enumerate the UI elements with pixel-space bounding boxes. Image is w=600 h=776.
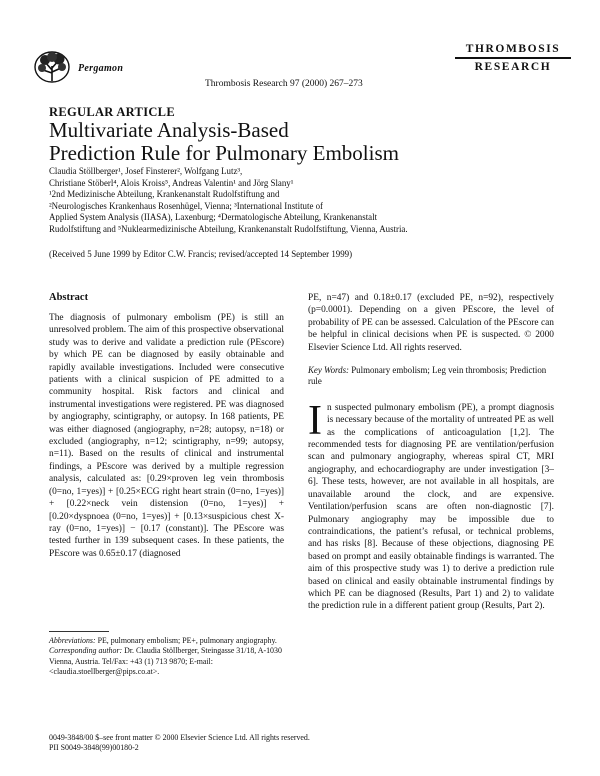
right-column (308, 292, 554, 613)
publisher-tree-logo (30, 48, 76, 88)
affiliation-line: ²Neurologisches Krankenhaus Rosenhügel, Vienna; ³International Institute of (49, 200, 324, 211)
corresponding-author-note (49, 646, 284, 677)
title-line-1: Multivariate Analysis-Based (49, 118, 289, 142)
authors-affiliations (49, 166, 559, 236)
keywords-text: Pulmonary embolism; Leg vein thrombosis; Prediction rule (308, 365, 547, 387)
affiliation-line: Applied System Analysis (IIASA), Laxenburg; ⁴Dermatologische Abteilung, Krankenanstalt (49, 212, 378, 223)
received-dates: (Received 5 June 1999 by Editor C.W. Francis; revised/accepted 14 September 1999) (49, 249, 353, 259)
publisher-name: Pergamon (78, 63, 124, 74)
copyright-footer (49, 733, 310, 754)
drop-cap: I (308, 397, 322, 444)
corresponding-author-label: Corresponding author: (49, 646, 123, 656)
abbreviations-note (49, 636, 284, 646)
keywords-label: Key Words: (308, 365, 350, 376)
title-line-2: Prediction Rule for Pulmonary Embolism (49, 141, 399, 165)
journal-logo (455, 42, 571, 74)
keywords (308, 365, 554, 388)
introduction (308, 397, 555, 613)
abstract-text-right: PE, n=47) and 0.18±0.17 (excluded PE, n=92), respectively (p=0.0001). Depending on a given PEscore, the level of probability of PE can be assessed. Calculation of the PEscore can be helpful in clinical decisions when PE is suspected. © 2000 Elsevier Science Ltd. All rights reserved. (308, 293, 554, 353)
abbreviations-label: Abbreviations: (49, 636, 96, 645)
abstract-text-left: The diagnosis of pulmonary embolism (PE) is still an unresolved problem. The aim of this prospective observational study was to derive and validate a prediction rule (PEscore) by which PE can be diagnosed by easily obtainable and rapidly available investigations. Included were consecutive patients with a clinical suspicion of PE admitted to a community hospital. Risk factors and clinical and instrumental investigations were registered. PE was diagnosed by angiography, scintigraphy, or autopsy. In 168 patients, PE was either diagnosed (angiography, n=28; autopsy, n=18) or excluded (angiography, n=12; scintigraphy, n=99; autopsy, n=11). Based on the results of clinical and instrumental findings, a PEscore was derived by a multiple regression analysis, calculated as: [0.29×proven leg vein thrombosis (0=no, 1=yes)] + [0.25×ECG right heart strain (0=no, 1=yes)] + [0.22×neck vein distension (0=no, 1=yes)] + [0.20×dyspnoea (0=no, 1=yes)] + [0.13×suspicious chest X-ray (0=no, 1=yes)] − [0.17 (constant)]. The PEscore was tested further in 139 subsequent cases. In these patients, the PEscore was 0.65±0.17 (diagnosed (49, 313, 284, 559)
abstract-heading: Abstract (49, 292, 89, 303)
author-line: Christiane Stöberl⁴, Alois Kroiss⁵, Andreas Valentin¹ and Jörg Slany¹ (49, 177, 294, 188)
copyright-line: 0049-3848/00 $–see front matter © 2000 Elsevier Science Ltd. All rights reserved. (49, 733, 310, 742)
section-label: REGULAR ARTICLE (49, 105, 175, 119)
footnotes (49, 636, 284, 678)
corresponding-author-text: Dr. Claudia Stöllberger, Steingasse 31/18, A-1030 Vienna, Austria. Tel/Fax: +43 (1) 713 9870; E-mail: <claudia.stoellberger@pips.co.at>. (49, 646, 282, 677)
article-title (49, 119, 569, 165)
author-line: Claudia Stöllberger¹, Josef Finsterer², Wolfgang Lutz³, (49, 166, 243, 176)
left-column (49, 292, 284, 560)
affiliation-line: Rudolfstiftung and ⁵Nuklearmedizinische Abteilung, Krankenanstalt Rudolfstiftung, Vienna, Austria. (49, 223, 408, 234)
journal-logo-line1: THROMBOSIS (465, 43, 561, 55)
pii-line: PII S0049-3848(99)00180-2 (49, 743, 139, 753)
footnote-divider (49, 631, 109, 632)
affiliation-line: ¹2nd Medizinische Abteilung, Krankenanstalt Rudolfstiftung and (49, 189, 280, 200)
journal-logo-line2: RESEARCH (474, 61, 552, 73)
abbreviations-text: PE, pulmonary embolism; PE+, pulmonary angiography. (97, 636, 277, 645)
journal-reference: Thrombosis Research 97 (2000) 267–273 (205, 79, 363, 89)
introduction-text: n suspected pulmonary embolism (PE), a prompt diagnosis is necessary because of the mortality of untreated PE as well as the complications of anticoagulation [1,2]. The recommended tests for diagnosing PE are ventilation/perfusion scan and pulmonary angiography, whereas spiral CT, MRI angiography, and echocardiography are under investigation [3–6]. These tests, however, are not available in all hospitals, are unavailable around the clock, and are expensive. Ventilation/perfusion scans are often non-diagnostic [7]. Pulmonary angiography may be impossible due to contraindications, the patient’s refusal, or technical problems, and has risks [8]. Because of these objections, diagnosing PE based on prompt and easily obtainable findings is warranted. The aim of this prospective study was 1) to derive a prediction rule based on clinical and easily obtainable instrumental findings by which PE can be diagnosed (Results, Part 1) and 2) to validate the prediction rule in a different patient group (Results, Part 2). (308, 402, 555, 612)
journal-logo-rule (455, 57, 571, 59)
